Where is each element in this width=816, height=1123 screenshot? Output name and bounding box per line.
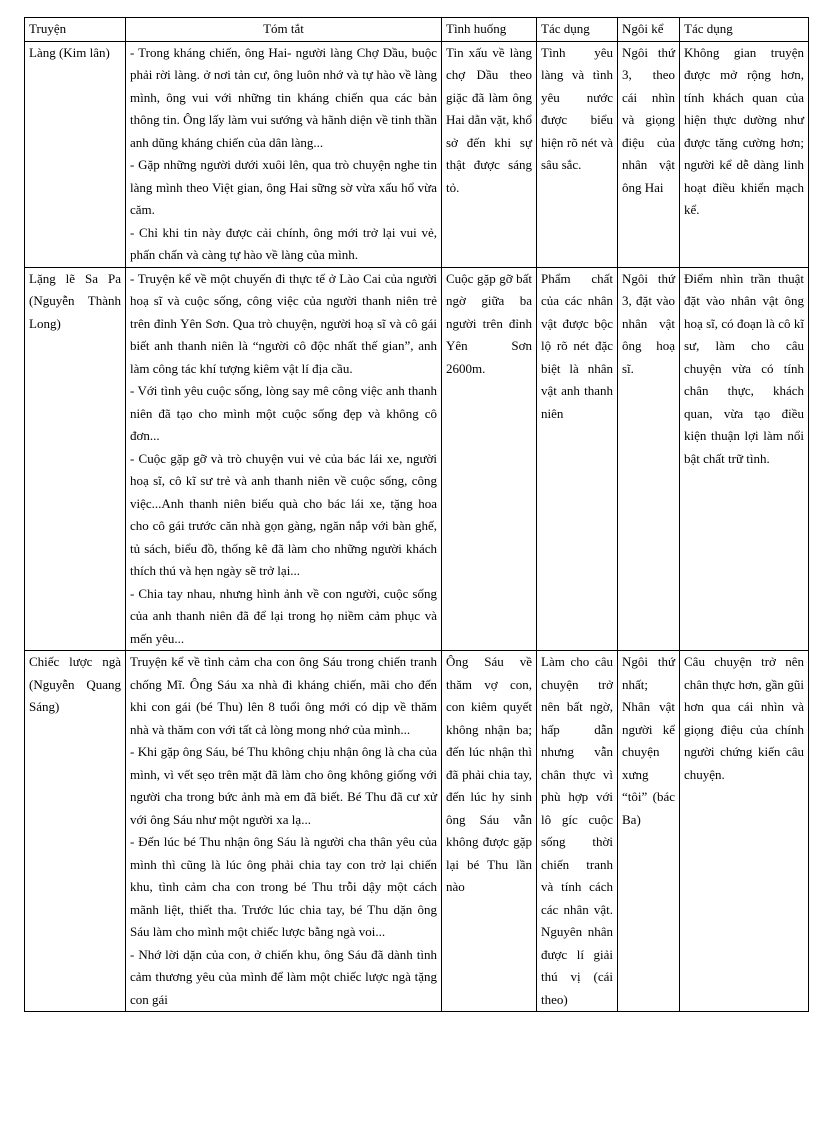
- header-summary: Tóm tắt: [126, 18, 442, 42]
- summary-paragraph: - Với tình yêu cuộc sống, lòng say mê công việc anh thanh niên đã tạo cho mình một cuộc sống đẹp và không cô đơn...: [130, 383, 437, 443]
- header-narrator: Ngôi kể: [618, 18, 680, 42]
- cell-effect-2: Câu chuyện trở nên chân thực hơn, gần gũi hơn qua cái nhìn và giọng điệu của chính người chứng kiến câu chuyện.: [680, 651, 809, 1012]
- summary-paragraph: Truyện kể về tình cảm cha con ông Sáu trong chiến tranh chống Mĩ. Ông Sáu xa nhà đi kháng chiến, mãi cho đến khi con gái (bé Thu) lên 8 tuổi ông mới có dịp về thăm nhà và thăm con với tất cả lòng mong nhớ của mình...: [130, 654, 437, 737]
- table-row: [25, 267, 809, 651]
- summary-paragraph: - Đến lúc bé Thu nhận ông Sáu là người cha thân yêu của mình thì cũng là lúc ông phải chia tay con trở lại chiến khu, tình cảm cha con trong bé Thu trỗi dậy một cách mãnh liệt, thiết tha. Trước lúc chia tay, bé Thu dặn ông Sáu làm cho mình một chiếc lược bằng ngà voi...: [130, 834, 437, 939]
- cell-effect: Tình yêu làng và tình yêu nước được biểu hiện rõ nét và sâu sắc.: [537, 41, 618, 267]
- cell-situation: Tin xấu về làng chợ Dầu theo giặc đã làm ông Hai dằn vặt, khổ sở đến khi sự thật được sáng tỏ.: [442, 41, 537, 267]
- cell-summary: [126, 651, 442, 1012]
- summary-paragraph: - Truyện kể về một chuyến đi thực tế ở Lào Cai của người hoạ sĩ và cuộc sống, công việc của người thanh niên trẻ trên đỉnh Yên Sơn. Qua trò chuyện, người hoạ sĩ và cô gái biết anh thanh niên là “người cô độc nhất thế gian”, anh làm công tác khí tượng kiêm vật lí địa cầu.: [130, 270, 437, 376]
- cell-narrator: Ngôi thứ nhất; Nhân vật người kể chuyện xưng “tôi” (bác Ba): [618, 651, 680, 1012]
- cell-effect: Làm cho câu chuyện trở nên bất ngờ, hấp dẫn nhưng vẫn chân thực vì phù hợp với lô gíc cuộc sống thời chiến tranh và tính cách các nhân vật. Nguyên nhân được lí giải thú vị (cái theo): [537, 651, 618, 1012]
- cell-summary: [126, 41, 442, 267]
- cell-story: Làng (Kim lân): [25, 41, 126, 267]
- header-story: Truyện: [25, 18, 126, 42]
- summary-paragraph: - Khi gặp ông Sáu, bé Thu không chịu nhận ông là cha của mình, vì vết sẹo trên mặt đã làm cho ông không giống với người cha trong bức ảnh mà em đã biết. Bé Thu đã cư xử với ông Sáu như một người xa lạ...: [130, 744, 437, 827]
- summary-paragraph: - Gặp những người dưới xuôi lên, qua trò chuyện nghe tin làng mình theo Việt gian, ông Hai sững sờ vừa xấu hổ vừa căm.: [130, 157, 437, 217]
- cell-effect-2: Không gian truyện được mở rộng hơn, tính khách quan của hiện thực dường như được tăng cường hơn; người kể dễ dàng linh hoạt điều khiển mạch kể.: [680, 41, 809, 267]
- cell-story: Chiếc lược ngà (Nguyễn Quang Sáng): [25, 651, 126, 1012]
- cell-situation: Cuộc gặp gỡ bất ngờ giữa ba người trên đỉnh Yên Sơn 2600m.: [442, 267, 537, 651]
- cell-effect: Phẩm chất của các nhân vật được bộc lộ rõ nét đặc biệt là nhân vật anh thanh niên: [537, 267, 618, 651]
- cell-situation: Ông Sáu về thăm vợ con, con kiêm quyết không nhận ba; đến lúc nhận thì đã phải chia tay, đến lúc hy sinh ông Sáu vẫn không được gặp lại bé Thu lần nào: [442, 651, 537, 1012]
- summary-paragraph: - Chỉ khi tin này được cải chính, ông mới trở lại vui vẻ, phấn chấn và càng tự hào về làng của mình.: [130, 224, 437, 262]
- cell-narrator: Ngôi thứ 3, đặt vào nhân vật ông hoạ sĩ.: [618, 267, 680, 651]
- cell-story: Lặng lẽ Sa Pa (Nguyễn Thành Long): [25, 267, 126, 651]
- table-header-row: [25, 18, 809, 42]
- table-row: [25, 41, 809, 267]
- header-effect: Tác dụng: [537, 18, 618, 42]
- cell-effect-2: Điểm nhìn trần thuật đặt vào nhân vật ông hoạ sĩ, có đoạn là cô kĩ sư, làm cho câu chuyện vừa có tính chân thực, khách quan, vừa tạo điều kiện thuận lợi làm nổi bật chất trữ tình.: [680, 267, 809, 651]
- table-row: [25, 651, 809, 1012]
- cell-summary: [126, 267, 442, 651]
- summary-paragraph: - Cuộc gặp gỡ và trò chuyện vui vẻ của bác lái xe, người hoạ sĩ, cô kĩ sư trẻ và anh thanh niên về cuộc sống, công việc...Anh thanh niên biếu quà cho bác lái xe, tặng hoa cho cô gái trước căn nhà gọn gàng, ngăn nắp với bàn ghế, tủ sách, biểu đồ, thống kê đã làm cho những người khách thích thú và hẹn ngày sẽ trở lại...: [130, 450, 437, 578]
- cell-narrator: Ngôi thứ 3, theo cái nhìn và giọng điệu của nhân vật ông Hai: [618, 41, 680, 267]
- summary-paragraph: - Chia tay nhau, nhưng hình ảnh về con người, cuộc sống của anh thanh niên đã để lại trong họ niềm cảm phục và mến yêu...: [130, 585, 437, 646]
- summary-paragraph: - Nhớ lời dặn của con, ở chiến khu, ông Sáu đã dành tình cảm thương yêu của mình để làm một chiếc lược ngà tặng con gái: [130, 946, 437, 1007]
- header-situation: Tình huống: [442, 18, 537, 42]
- document-page: [24, 17, 808, 1012]
- summary-paragraph: - Trong kháng chiến, ông Hai- người làng Chợ Dầu, buộc phải rời làng. ở nơi tản cư, ông luôn nhớ và tự hào về làng mình, ông vui với những tin kháng chiến qua các bản thông tin. Ông lấy làm vui sướng và hãnh diện về tinh thần anh dũng kháng chiến của dân làng...: [130, 44, 437, 150]
- header-effect-2: Tác dụng: [680, 18, 809, 42]
- story-comparison-table: [24, 17, 809, 1012]
